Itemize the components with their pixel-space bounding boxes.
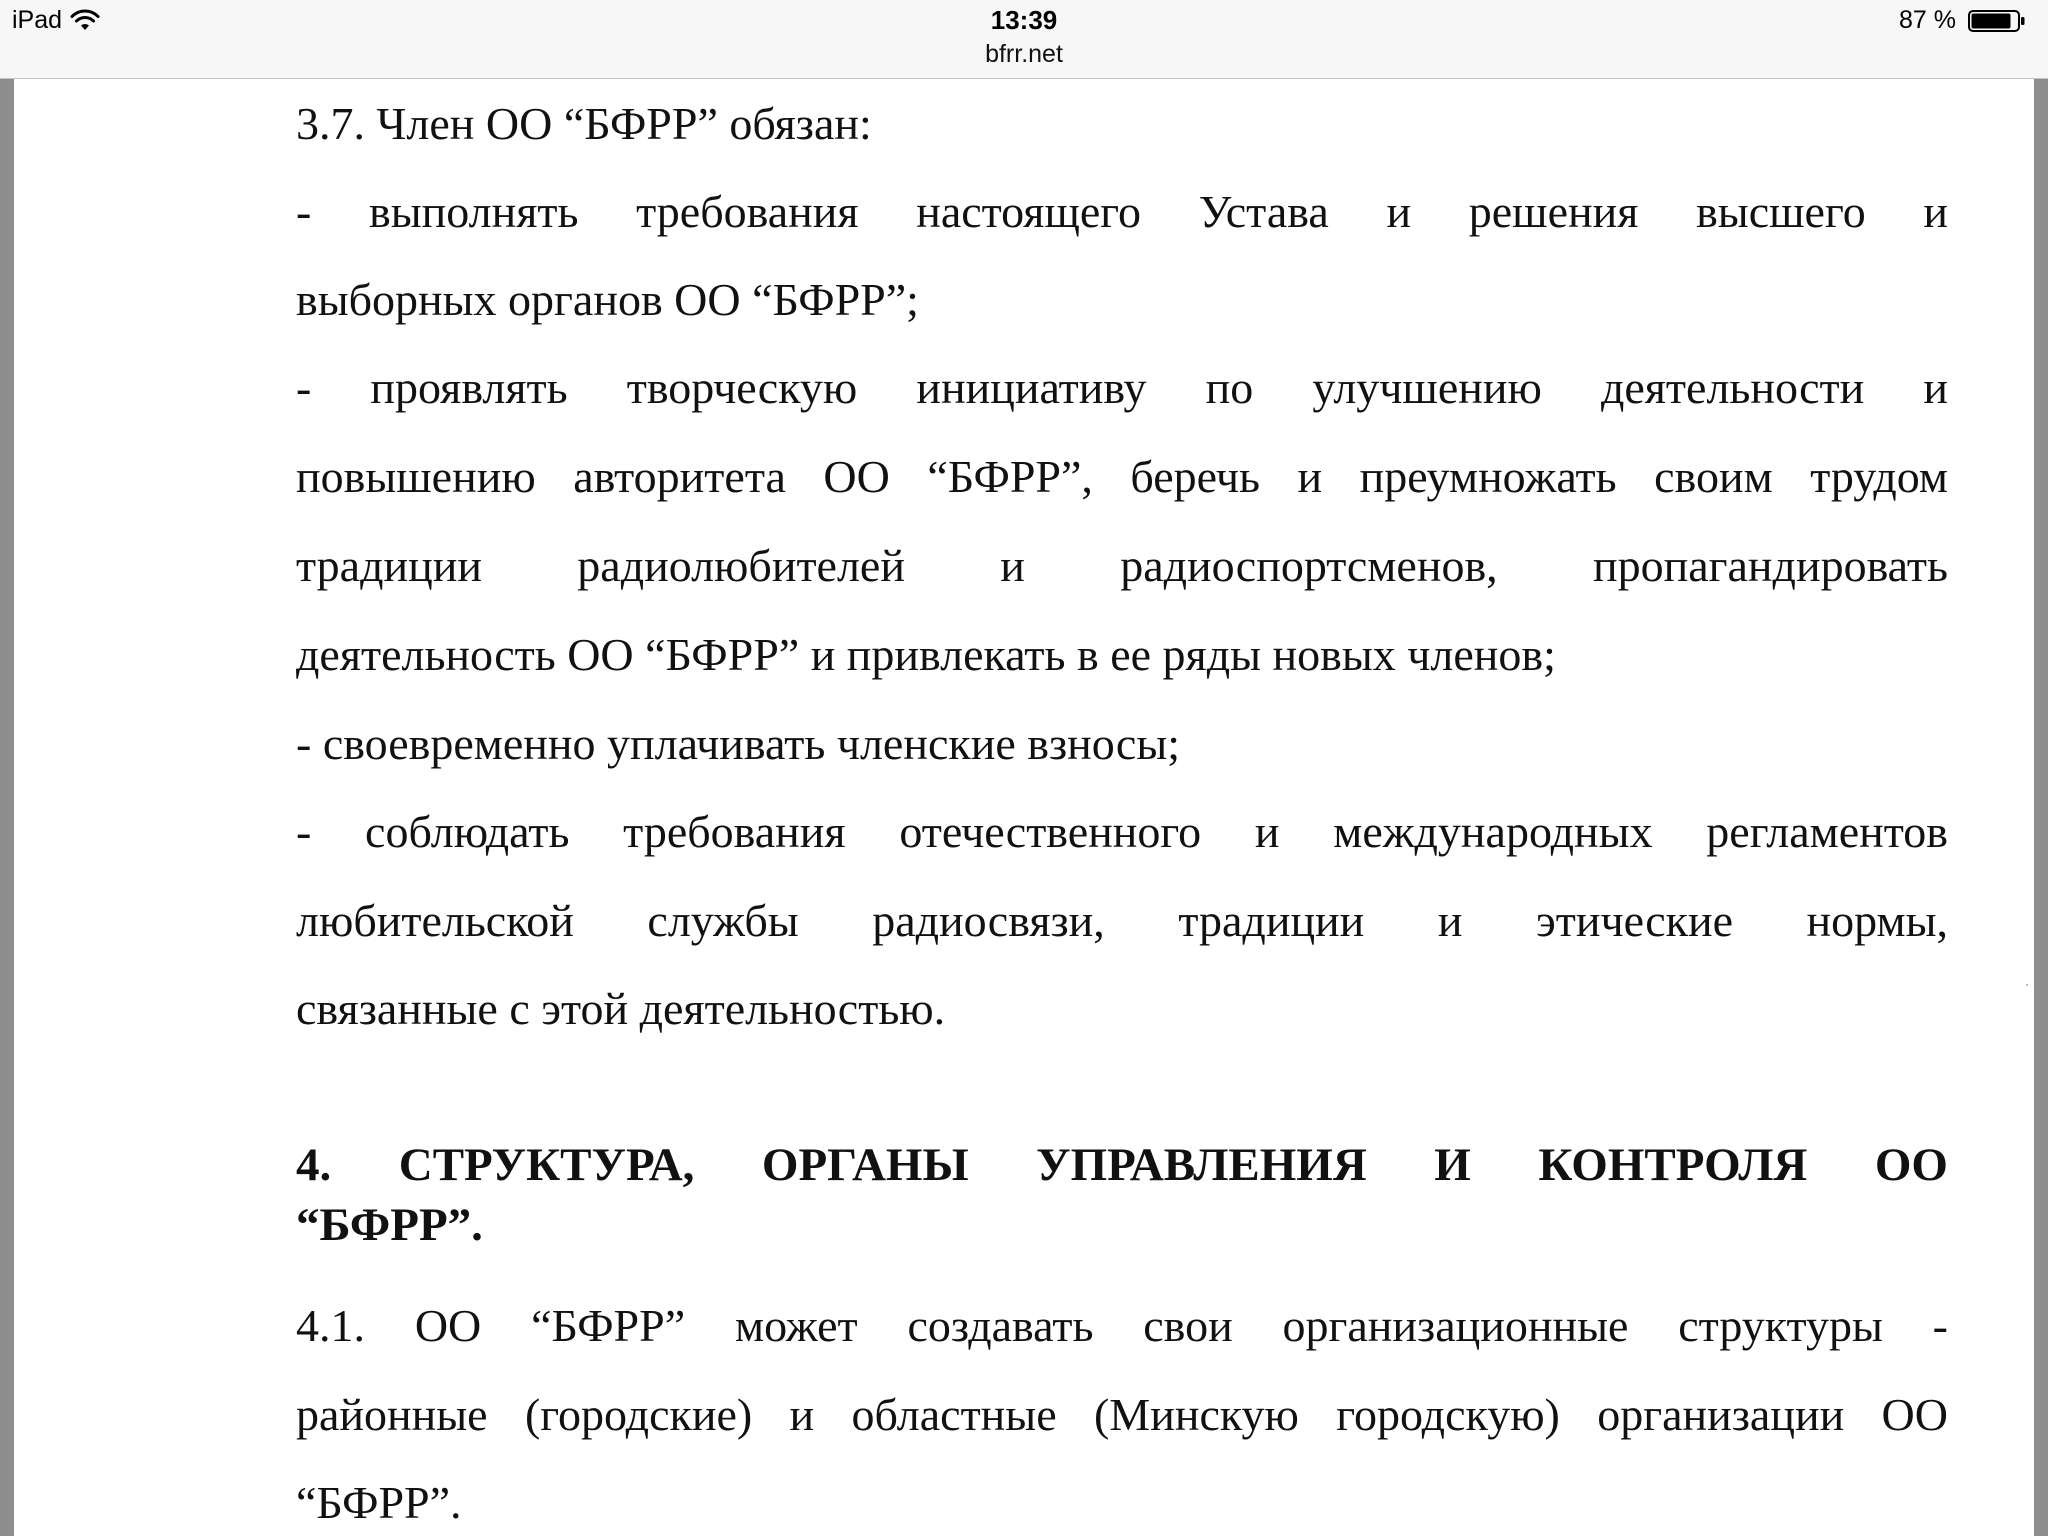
text-line: повышению авторитета ОО “БФРР”, беречь и преумножать своим трудом [296,451,1948,502]
address-bar-url[interactable]: bfrr.net [985,40,1063,68]
scroll-indicator [2026,984,2028,986]
paragraph-3-7-heading: 3.7. Член ОО “БФРР” обязан: [296,98,872,149]
section-4-heading: 4. СТРУКТУРА, ОРГАНЫ УПРАВЛЕНИЯ И КОНТРОЛЯ ОО [296,1139,1948,1191]
document-viewer[interactable] [0,79,2048,1536]
text-line: связанные с этой деятельностью. [296,983,946,1034]
text-line: - соблюдать требования отечественного и международных регламентов [296,806,1948,857]
section-4-heading-continued: “БФРР”. [296,1199,483,1251]
text-line: традиции радиолюбителей и радиоспортсменов, пропагандировать [296,540,1948,591]
text-line: районные (городские) и областные (Минскую городскую) организации ОО [296,1389,1948,1440]
text-line: - своевременно уплачивать членские взносы; [296,718,1181,769]
text-line: “БФРР”. [296,1477,462,1528]
battery-icon [1968,10,2026,32]
clock: 13:39 [990,5,1058,35]
text-line: - проявлять творческую инициативу по улучшению деятельности и [296,362,1948,413]
text-line: деятельность ОО “БФРР” и привлекать в ее ряды новых членов; [296,629,1556,680]
status-bar [0,0,2048,79]
device-name: iPad [12,6,63,34]
text-line: - выполнять требования настоящего Устава и решения высшего и [296,186,1948,237]
text-line: выборных органов ОО “БФРР”; [296,274,919,325]
text-line: 4.1. ОО “БФРР” может создавать свои организационные структуры - [296,1300,1948,1351]
battery-percentage: 87 % [1899,6,1956,34]
document-page [14,79,2034,1536]
text-line: любительской службы радиосвязи, традиции и этические нормы, [296,895,1948,946]
